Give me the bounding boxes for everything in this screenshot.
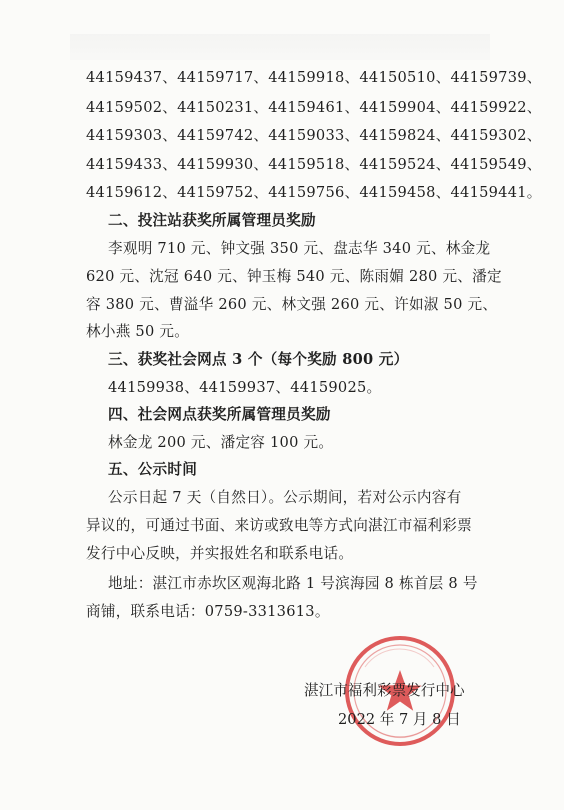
issuer-name: 湛江市福利彩票发行中心 bbox=[304, 682, 465, 699]
section-4-heading: 四、社会网点获奖所属管理员奖励 bbox=[108, 406, 331, 423]
section-5-line-3: 发行中心反映，并实报姓名和联系电话。 bbox=[86, 545, 354, 562]
section-5-heading: 五、公示时间 bbox=[108, 461, 198, 478]
section-2-line-3: 容 380 元、曹溢华 260 元、林文强 260 元、许如淑 50 元、 bbox=[86, 296, 498, 313]
issue-date: 2022 年 7 月 8 日 bbox=[338, 711, 461, 728]
section-2-line-4: 林小燕 50 元。 bbox=[86, 323, 190, 340]
section-2-line-1: 李观明 710 元、钟文强 350 元、盘志华 340 元、林金龙 bbox=[108, 240, 491, 257]
section-4-line: 林金龙 200 元、潘定容 100 元。 bbox=[108, 434, 334, 451]
section-2-heading: 二、投注站获奖所属管理员奖励 bbox=[108, 212, 316, 229]
scan-shadow bbox=[70, 34, 490, 60]
section-5-line-1: 公示日起 7 天（自然日）。公示期间，若对公示内容有 bbox=[108, 489, 462, 506]
number-line-4: 44159433、44159930、44159518、44159524、44159549、 bbox=[86, 156, 542, 173]
section-3-line: 44159938、44159937、44159025。 bbox=[108, 379, 382, 396]
section-5-line-2: 异议的，可通过书面、来访或致电等方式向湛江市福利彩票 bbox=[86, 517, 472, 534]
number-line-2: 44159502、44150231、44159461、44159904、44159922、 bbox=[86, 99, 542, 116]
address-line-1: 地址：湛江市赤坎区观海北路 1 号滨海园 8 栋首层 8 号 bbox=[108, 575, 478, 592]
section-2-line-2: 620 元、沈冠 640 元、钟玉梅 540 元、陈雨媚 280 元、潘定 bbox=[86, 268, 502, 285]
address-line-2: 商铺，联系电话：0759-3313613。 bbox=[86, 603, 330, 620]
section-3-heading: 三、获奖社会网点 3 个（每个奖励 800 元） bbox=[108, 351, 409, 368]
number-line-5: 44159612、44159752、44159756、44159458、44159441。 bbox=[86, 184, 542, 201]
number-line-3: 44159303、44159742、44159033、44159824、44159302、 bbox=[86, 127, 542, 144]
number-line-1: 44159437、44159717、44159918、44150510、44159739、 bbox=[86, 69, 542, 86]
